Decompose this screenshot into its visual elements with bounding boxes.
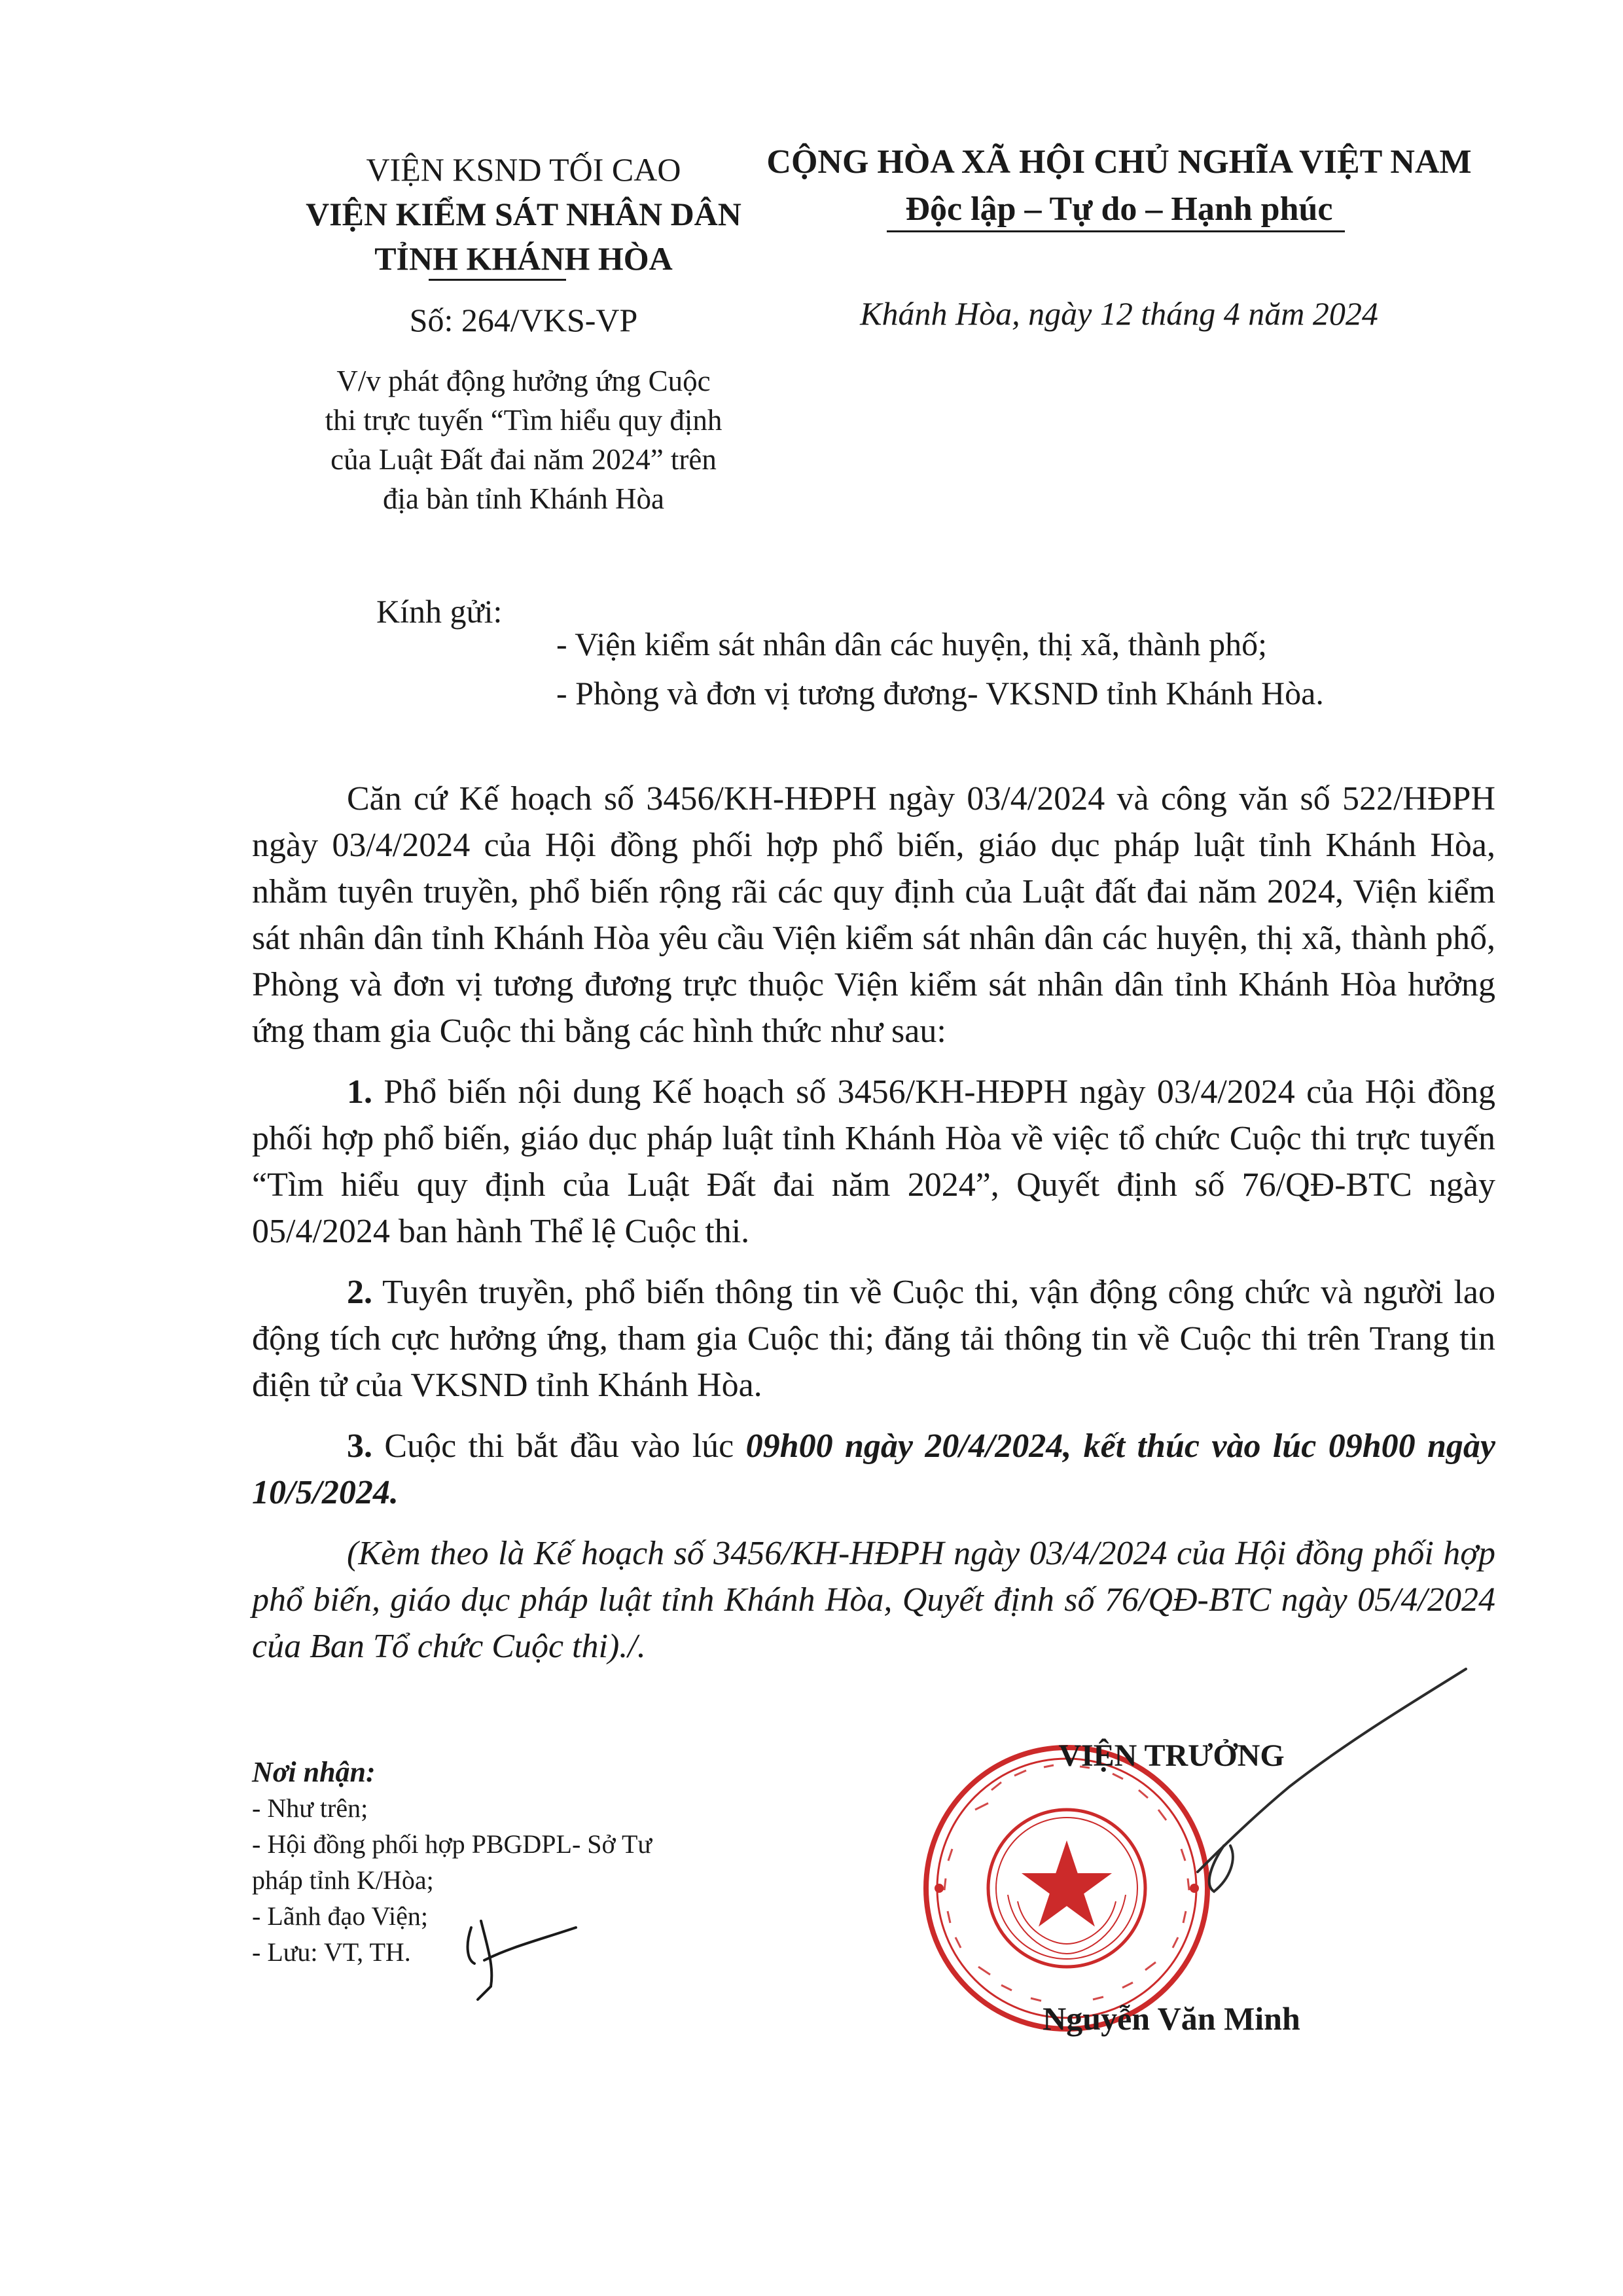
agency-name-line2: TỈNH KHÁNH HÒA	[374, 240, 673, 277]
item-text: Cuộc thi bắt đầu vào lúc	[372, 1427, 746, 1465]
agency-parent: VIỆN KSND TỐI CAO	[366, 151, 681, 188]
recipient-item: - Phòng và đơn vị tương đương- VKSND tỉnh Khánh Hòa.	[556, 675, 1324, 711]
distribution-item: pháp tỉnh K/Hòa;	[252, 1865, 434, 1895]
handwritten-signature	[1139, 1656, 1479, 1996]
document-subject	[196, 361, 851, 518]
item-number: 1.	[347, 1073, 372, 1111]
distribution-item: - Lưu: VT, TH.	[252, 1937, 411, 1967]
subject-line: thi trực tuyến “Tìm hiểu quy định	[325, 404, 722, 437]
issue-date: Khánh Hòa, ngày 12 tháng 4 năm 2024	[860, 295, 1378, 332]
item-1-paragraph	[252, 1069, 1495, 1255]
national-motto: Độc lập – Tự do – Hạnh phúc	[905, 190, 1333, 228]
item-text: Phổ biến nội dung Kế hoạch số 3456/KH-HĐPH ngày 03/4/2024 của Hội đồng phối hợp phổ biến, giáo dục pháp luật tỉnh Khánh Hòa về việc tổ chức Cuộc thi trực tuyến “Tìm hiểu quy định của Luật Đất đai năm 2024”, Quyết định số 76/QĐ-BTC ngày 05/4/2024 ban hành Thể lệ Cuộc thi.	[252, 1073, 1495, 1250]
contest-schedule: 09h00 ngày 20/4/2024, kết thúc vào lúc 09h00 ngày 10/5/2024.	[252, 1427, 1496, 1511]
distribution-label: Nơi nhận:	[252, 1756, 376, 1788]
agency-underline	[429, 279, 566, 281]
distribution-item: - Lãnh đạo Viện;	[252, 1901, 429, 1931]
recipients-label: Kính gửi:	[376, 593, 503, 630]
distribution-item: - Như trên;	[252, 1793, 368, 1823]
agency-name-line1: VIỆN KIỂM SÁT NHÂN DÂN	[306, 196, 741, 232]
document-number: Số: 264/VKS-VP	[409, 302, 638, 338]
document-body	[252, 776, 1495, 1670]
signer-title: VIỆN TRƯỞNG	[1058, 1738, 1285, 1773]
nation-name: CỘNG HÒA XÃ HỘI CHỦ NGHĨA VIỆT NAM	[766, 143, 1472, 181]
distribution-list	[252, 1754, 652, 1970]
initials-mark	[458, 1908, 582, 2006]
intro-paragraph: Căn cứ Kế hoạch số 3456/KH-HĐPH ngày 03/4/2024 và công văn số 522/HĐPH ngày 03/4/2024 của Hội đồng phối hợp phổ biến, giáo dục pháp luật tỉnh Khánh Hòa, nhằm tuyên truyền, phổ biến rộng rãi các quy định của Luật đất đai năm 2024, Viện kiểm sát nhân dân tỉnh Khánh Hòa yêu cầu Viện kiểm sát nhân dân các huyện, thị xã, thành phố, Phòng và đơn vị tương đương trực thuộc Viện kiểm sát nhân dân tỉnh Khánh Hòa hưởng ứng tham gia Cuộc thi bằng các hình thức như sau:	[252, 780, 1495, 1050]
distribution-item: - Hội đồng phối hợp PBGDPL- Sở Tư	[252, 1829, 652, 1859]
recipient-item: - Viện kiểm sát nhân dân các huyện, thị xã, thành phố;	[556, 626, 1268, 662]
national-header	[753, 139, 1486, 233]
subject-line: địa bàn tỉnh Khánh Hòa	[383, 482, 664, 515]
attachment-note: (Kèm theo là Kế hoạch số 3456/KH-HĐPH ngày 03/4/2024 của Hội đồng phối hợp phổ biến, giáo dục pháp luật tỉnh Khánh Hòa, Quyết định số 76/QĐ-BTC ngày 05/4/2024 của Ban Tổ chức Cuộc thi)./.	[252, 1535, 1495, 1665]
subject-line: của Luật Đất đai năm 2024” trên	[330, 443, 717, 476]
item-number: 3.	[347, 1427, 372, 1465]
item-number: 2.	[347, 1274, 372, 1311]
item-text: Tuyên truyền, phổ biến thông tin về Cuộc thi, vận động công chức và người lao động tích cực hưởng ứng, tham gia Cuộc thi; đăng tải thông tin về Cuộc thi trên Trang tin điện tử của VKSND tỉnh Khánh Hòa.	[252, 1274, 1495, 1404]
motto-underline	[887, 230, 1345, 232]
signer-name: Nguyễn Văn Minh	[1043, 2000, 1300, 2037]
subject-line: V/v phát động hưởng ứng Cuộc	[336, 365, 711, 397]
item-3-paragraph	[252, 1423, 1495, 1516]
item-2-paragraph	[252, 1269, 1495, 1408]
